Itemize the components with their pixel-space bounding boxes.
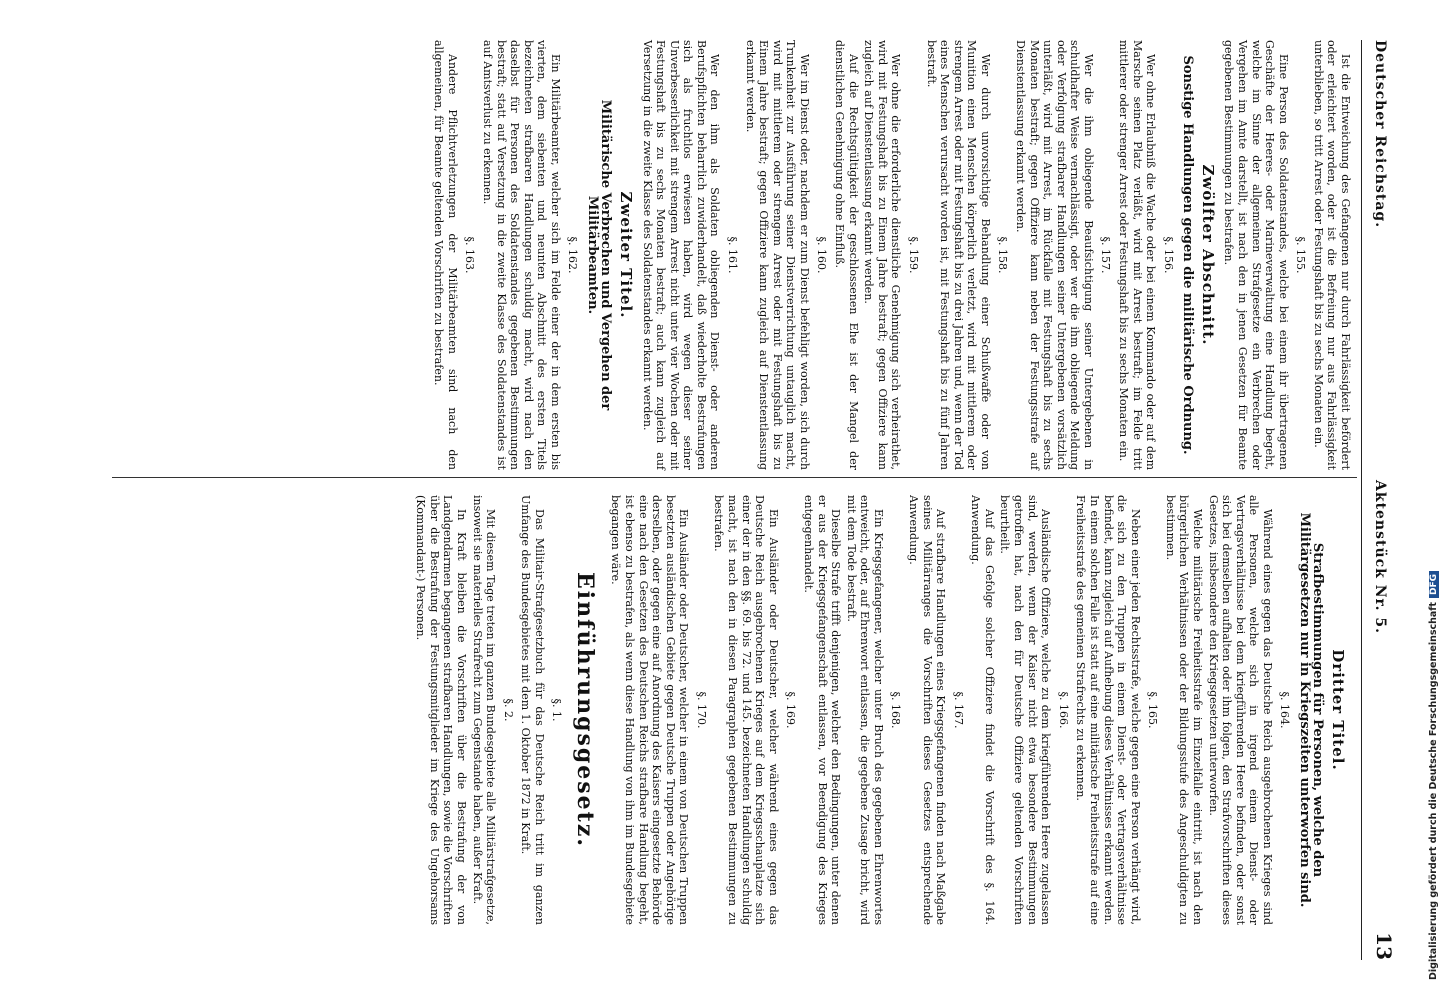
section-subtitle: Sonstige Handlungen gegen die militärische Ordnung.: [1180, 55, 1196, 455]
paragraph: Wer im Dienst oder, nachdem er zum Dienst befehligt worden, sich durch Trunkenheit zur Ausführung seiner Dienstverrichtung untauglich macht, wird mit mittlerem oder strengem Arrest oder mit Festungshaft bis zu Einem Jahre bestraft; gegen Offiziere kann zugleich auf Dienstentlassung erkannt werden.: [743, 40, 811, 470]
paragraph: Ist die Entweichung des Gefangenen nur durch Fahrlässigkeit befördert oder erleichtert worden, oder ist die Befreiung nur aus Fahrlässigkeit unterblieben, so tritt Arrest oder Festungshaft bis zu sechs Monaten ein.: [1311, 40, 1352, 470]
section-number: §. 167.: [951, 691, 965, 729]
section-number: §. 170.: [694, 691, 708, 729]
section-subtitle: Militärische Verbrechen und Vergehen der Militärbeamten.: [584, 99, 614, 411]
paragraph: Dieselbe Strafe trifft denjenigen, welcher den Bedingungen, unter denen er aus der Kriegsgefangenschaft entlassen, vor Beendigung des Krieges entgegenhandelt.: [801, 495, 843, 925]
paragraph: Wer den ihm als Soldaten obliegenden Dienst- oder anderen Berufspflichten beharrlich zuwiderhandelt, daß wiederholte Bestrafungen sich als fruchtlos erwiesen haben, wird wegen dieser seiner Unverbesserlichkeit mit strengem Arrest nicht unter vier Wochen oder mit Festungshaft bis zu sechs Monaten bestraft; auch kann zugleich auf Versetzung in die zweite Klasse des Soldatenstandes erkannt werden.: [640, 40, 722, 470]
section-number: §. 159.: [906, 236, 920, 274]
scanned-page: [62, 0, 1432, 1000]
paragraph: Wer die ihm obliegende Beaufsichtigung seiner Untergebenen in schuldhafter Weise vernachlässigt, oder wer die ihm obliegende Meldung oder Verfolgung strafbarer Handlungen seiner Untergebenen vorsätzlich unterläßt, wird mit Arrest, im Rückfalle mit Festungshaft bis zu sechs Monaten bestraft; gegen Offiziere kann neben der Festungsstrafe auf Dienstentlassung erkannt werden.: [1014, 40, 1095, 470]
section-number: §. 162.: [566, 236, 580, 274]
column-divider: [112, 477, 1357, 478]
section-title: Zweiter Titel.: [616, 191, 635, 319]
paragraph: Ein Militärbeamter, welcher sich im Felde einer der in dem ersten bis vierten, dem siebenten und neunten Abschnitt des ersten Titels bezeichneten strafbaren Handlungen schuldig macht, wird nach den daselbst für Personen des Soldatenstandes gegebenen Bestimmungen bestraft; statt auf Versetzung in die zweite Klasse des Soldatenstandes ist auf Amtsverlust zu erkennen.: [480, 40, 562, 470]
main-title: Einführungsgesetz.: [571, 571, 598, 848]
section-number: §. 169.: [784, 691, 798, 729]
section-number: §. 156.: [1161, 236, 1175, 274]
paragraph: Ein Ausländer oder Deutscher, welcher während eines gegen das Deutsche Reich ausgebrochenen Krieges auf dem Kriegsschauplatze sich einer der in den §§. 69. bis 72. und 145. bezeichneten Handlungen schuldig macht, ist nach den in diesen Paragraphen gegebenen Bestimmungen zu bestrafen.: [712, 495, 780, 925]
paragraph: Eine Person des Soldatenstandes, welche bei einem ihr übertragenen Geschäfte der Heeres- oder Marineverwaltung eine Handlung begeht, welche im Sinne der allgemeinen Strafgesetze ein Verbrechen oder Vergehen im Amte darstellt, ist nach den in jenen Gesetzen für Beamte gegebenen Bestimmungen zu bestrafen.: [1222, 40, 1290, 470]
right-column: [412, 495, 1352, 925]
paragraph: Auf strafbare Handlungen eines Kriegsgefangenen finden nach Maßgabe seines Militärranges die Vorschriften dieses Gesetzes entsprechende Anwendung.: [907, 495, 948, 925]
section-number: §. 161.: [726, 236, 739, 274]
paragraph: Auf das Gefolge solcher Offiziere findet die Vorschrift des §. 164. Anwendung.: [969, 495, 996, 925]
section-number: §. 160.: [815, 236, 829, 274]
left-column: [430, 40, 1352, 470]
paragraph: Während eines gegen das Deutsche Reich ausgebrochenen Krieges sind alle Personen, welche sich in irgend einem Dienst- oder Vertragsverhältnisse bei dem kriegführenden Heere befinden, oder sonst sich bei demselben aufhalten oder ihm folgen, den Strafvorschriften dieses Gesetzes, insbesondere den Kriegsgesetzen unterworfen.: [1206, 495, 1274, 925]
paragraph: Neben einer jeden Rechtsstrafe, welche gegen eine Person verhängt wird, die sich zu den Truppen in einem Dienst- oder Vertragsverhältnisse befindet, kann zugleich auf Aufhebung dieses Verhältnisses erkannt werden. In einem solchen Falle ist statt auf eine militärische Freiheitsstrafe auf eine Freiheitsstrafe des gemeinen Strafrechts zu erkennen.: [1074, 495, 1142, 925]
paragraph: Wer ohne die erforderliche dienstliche Genehmigung sich verheirathet, wird mit Festungshaft bis zu Einem Jahre bestraft; gegen Offiziere kann zugleich auf Dienstentlassung erkannt werden.: [862, 40, 903, 470]
section-number: §. 1.: [550, 698, 564, 722]
paragraph: Ausländische Offiziere, welche zu dem kriegführenden Heere zugelassen sind, werden, wenn der Kaiser nicht etwa besondere Bestimmungen getroffen hat, nach den für Deutsche Offiziere geltenden Vorschriften beurtheilt.: [998, 495, 1053, 925]
section-title: Zwölfter Abschnitt.: [1198, 164, 1217, 346]
section-number: §. 164.: [1278, 691, 1292, 729]
paragraph: In Kraft bleiben die Vorschriften über die Bestrafung der von Landgendarmen begangenen strafbaren Handlungen, sowie die Vorschriften über die Bestrafung der Festungsmitglieder im Kriege des Ungehorsams (Kommandant-) Personen.: [414, 495, 468, 925]
paragraph: Wer durch unvorsichtige Behandlung einer Schußwaffe oder von Munition einen Menschen körperlich verletzt, wird mit mittlerem oder strengem Arrest oder mit Festungshaft bis zu drei Jahren und, wenn der Tod eines Menschen verursacht worden ist, mit Festungshaft bis zu fünf Jahren bestraft.: [924, 40, 992, 470]
dfg-logo: DFG: [1429, 571, 1439, 598]
digitization-note: [1412, 20, 1439, 980]
header-left: Deutscher Reichstag.: [1372, 40, 1388, 229]
section-number: §. 168.: [889, 691, 903, 729]
page-number: 13: [1372, 932, 1396, 960]
section-number: §. 165.: [1146, 691, 1160, 729]
paragraph: Ein Kriegsgefangener, welcher unter Bruch des gegebenen Ehrenwortes entweicht, oder, auf Ehrenwort entlassen, die gegebene Zusage bricht, wird mit dem Tode bestraft.: [844, 495, 885, 925]
section-number: §. 157.: [1099, 236, 1113, 274]
digitization-label: Digitalisierung gefördert durch die Deutsche Forschungsgemeinschaft: [1428, 602, 1439, 980]
paragraph: Welche militärische Freiheitsstrafe im Einzelfalle eintritt, ist nach den bürgerlichen Verhältnissen oder der Bildungsstufe des Angeschuldigten zu bestimmen.: [1163, 495, 1205, 925]
paragraph: Andere Pflichtverletzungen der Militärbeamten sind nach den allgemeinen, für Beamte geltenden Vorschriften zu bestrafen.: [432, 40, 459, 470]
paragraph: Das Militair-Strafgesetzbuch für das Deutsche Reich tritt im ganzen Umfange des Bundesgebietes mit dem 1. Oktober 1872 in Kraft.: [519, 495, 546, 925]
section-number: §. 166.: [1056, 691, 1070, 729]
section-subtitle: Strafbestimmungen für Personen, welche den Militärgesetzen nur in Kriegszeiten unterworfen sind.: [1297, 512, 1326, 908]
paragraph: Auf die Rechtsgültigkeit der geschlossenen Ehe ist der Mangel der dienstlichen Genehmigung ohne Einfluß.: [833, 40, 860, 470]
paragraph: Ein Ausländer oder Deutscher, welcher in einem von Deutschen Truppen besetzten ausländischen Gebiete gegen Deutsche Truppen oder Angehörige derselben, oder gegen eine auf Anordnung des Kaisers eingesetzte Behörde eine nach den Gesetzen des Deutschen Reichs strafbare Handlung begeht, ist ebenso zu bestrafen, als wenn diese Handlung von ihm im Bundesgebiete begangen wäre.: [609, 495, 691, 925]
paragraph: Wer ohne Erlaubniß die Wache oder bei einem Kommando oder auf dem Marsche seinen Platz verläßt, wird mit Arrest bestraft; im Felde tritt mittlerer oder strenger Arrest oder Festungshaft bis zu sechs Monaten ein.: [1117, 40, 1158, 470]
section-title: Dritter Titel.: [1329, 649, 1347, 771]
section-number: §. 2.: [501, 698, 515, 722]
section-number: §. 158.: [996, 236, 1010, 274]
section-number: §. 163.: [463, 236, 477, 274]
running-header: [1361, 40, 1396, 960]
paragraph: Mit diesem Tage treten im ganzen Bundesgebiete alle Militärstrafgesetze, insoweit sie materielles Strafrecht zum Gegenstande haben, außer Kraft.: [470, 495, 498, 925]
header-document-number: Aktenstück Nr. 5.: [1372, 480, 1388, 634]
digitization-text: [1428, 20, 1446, 980]
section-number: §. 155.: [1294, 236, 1308, 274]
